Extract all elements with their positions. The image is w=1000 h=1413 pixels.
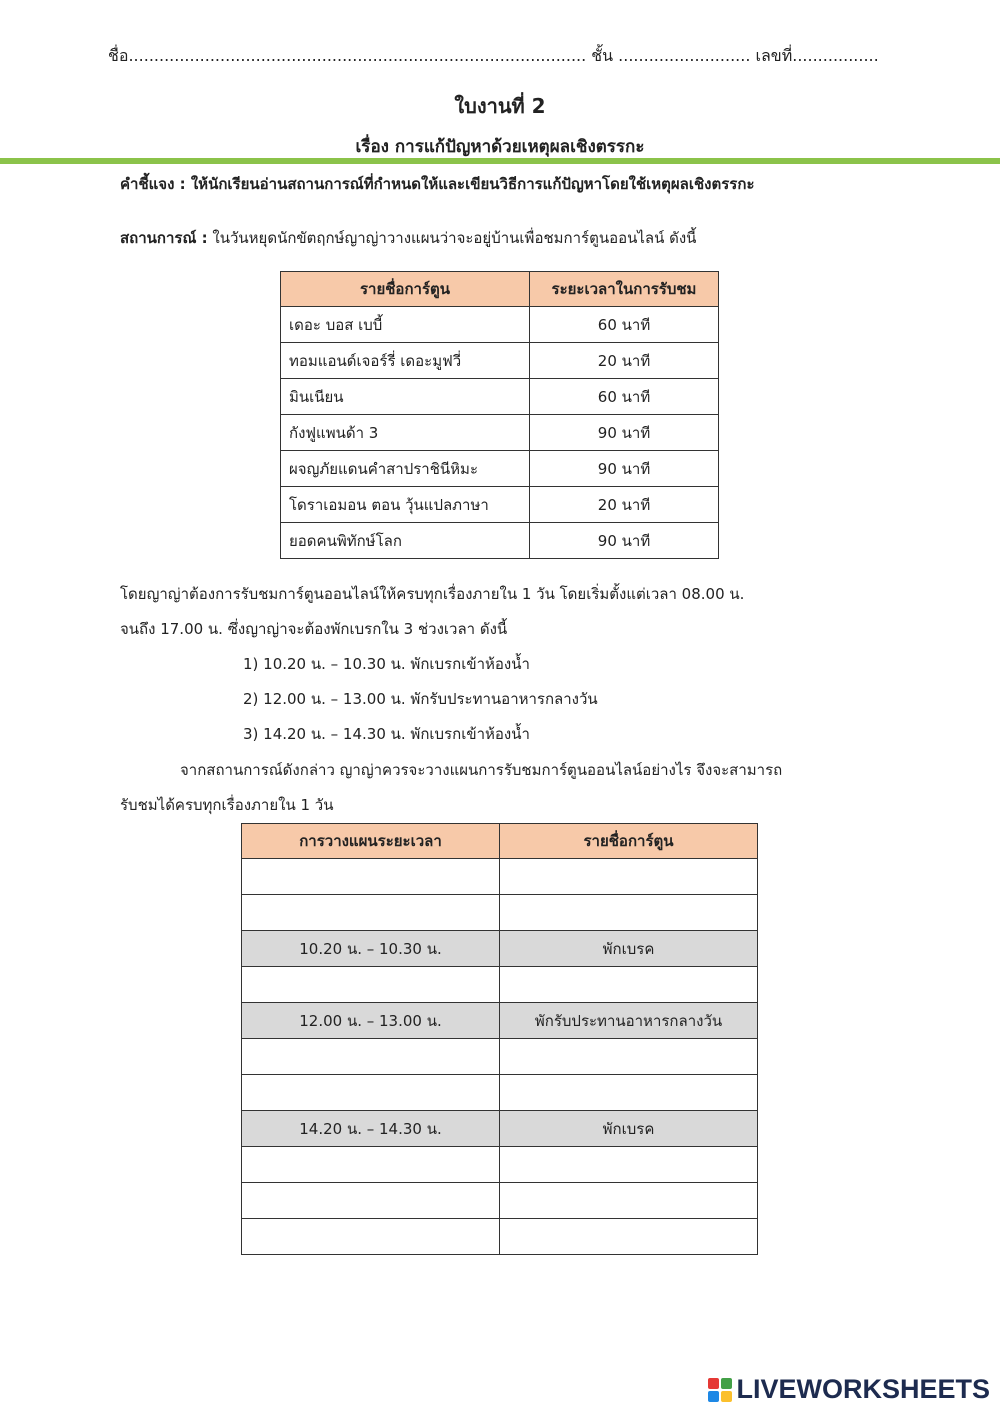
cartoon-input-cell[interactable]	[500, 1039, 758, 1075]
question-line-2: รับชมได้ครบทุกเรื่องภายใน 1 วัน	[120, 796, 334, 814]
logo-square-1	[708, 1378, 719, 1389]
paragraph-2: จนถึง 17.00 น. ซึ่งญาญ่าจะต้องพักเบรกใน 3 ช่วงเวลา ดังนี้	[120, 620, 508, 638]
divider-bar	[0, 158, 1000, 164]
duration-cell: 20 นาที	[530, 487, 719, 523]
cartoon-name-cell: ทอมแอนด์เจอร์รี่ เดอะมูฟวี่	[281, 343, 530, 379]
instruction-text: คำชี้แจง : ให้นักเรียนอ่านสถานการณ์ที่กำหนดให้และเขียนวิธีการแก้ปัญหาโดยใช้เหตุผลเชิงตรรกะ	[120, 175, 755, 193]
header-time-plan: การวางแผนระยะเวลา	[242, 824, 500, 859]
logo-square-4	[721, 1391, 732, 1402]
cartoon-name-cell: ผจญภัยแดนคำสาปราชินีหิมะ	[281, 451, 530, 487]
table-header-row	[281, 272, 719, 307]
table-row	[242, 1003, 758, 1039]
plan-table	[241, 823, 758, 1255]
logo-square-2	[721, 1378, 732, 1389]
situation-label: สถานการณ์ :	[120, 229, 208, 247]
time-input-cell[interactable]	[242, 1039, 500, 1075]
cartoon-name-cell: กังฟูแพนด้า 3	[281, 415, 530, 451]
cartoon-input-cell[interactable]	[500, 1075, 758, 1111]
student-info-line: ชื่อ.......................................................................................... ชั้น .......................... เลขที่.................	[108, 46, 879, 65]
header-cartoon-name: รายชื่อการ์ตูน	[281, 272, 530, 307]
cartoon-table-body	[281, 307, 719, 559]
duration-cell: 60 นาที	[530, 379, 719, 415]
table-row	[242, 1111, 758, 1147]
paragraph-1: โดยญาญ่าต้องการรับชมการ์ตูนออนไลน์ให้ครบทุกเรื่องภายใน 1 วัน โดยเริ่มตั้งแต่เวลา 08.00 น.	[120, 585, 745, 603]
time-input-cell[interactable]	[242, 1075, 500, 1111]
logo-square-3	[708, 1391, 719, 1402]
plan-table-body	[242, 859, 758, 1255]
situation-body: ในวันหยุดนักขัตฤกษ์ญาญ่าวางแผนว่าจะอยู่บ้านเพื่อชมการ์ตูนออนไลน์ ดังนี้	[207, 229, 697, 247]
time-cell: 12.00 น. – 13.00 น.	[242, 1003, 500, 1039]
duration-cell: 90 นาที	[530, 523, 719, 559]
logo-text: LIVEWORKSHEETS	[736, 1374, 990, 1404]
time-input-cell[interactable]	[242, 1183, 500, 1219]
worksheet-subtitle: เรื่อง การแก้ปัญหาด้วยเหตุผลเชิงตรรกะ	[355, 137, 645, 157]
header-duration: ระยะเวลาในการรับชม	[530, 272, 719, 307]
break-item-2: 2) 12.00 น. – 13.00 น. พักรับประทานอาหารกลางวัน	[243, 690, 598, 708]
cartoon-input-cell[interactable]	[500, 967, 758, 1003]
table-row	[281, 487, 719, 523]
time-input-cell[interactable]	[242, 895, 500, 931]
break-item-3: 3) 14.20 น. – 14.30 น. พักเบรกเข้าห้องน้ำ	[243, 725, 530, 743]
duration-cell: 90 นาที	[530, 415, 719, 451]
cartoon-name-cell: โดราเอมอน ตอน วุ้นแปลภาษา	[281, 487, 530, 523]
table-row	[242, 967, 758, 1003]
worksheet-title: ใบงานที่ 2	[454, 94, 546, 118]
table-row	[281, 415, 719, 451]
table-row	[242, 1039, 758, 1075]
table-row	[242, 1075, 758, 1111]
table-row	[281, 343, 719, 379]
question-line-1: จากสถานการณ์ดังกล่าว ญาญ่าควรจะวางแผนการรับชมการ์ตูนออนไลน์อย่างไร จึงจะสามารถ	[180, 761, 783, 779]
duration-cell: 60 นาที	[530, 307, 719, 343]
liveworksheets-logo-icon	[708, 1378, 732, 1402]
activity-cell: พักเบรค	[500, 931, 758, 967]
cartoon-input-cell[interactable]	[500, 1147, 758, 1183]
cartoon-input-cell[interactable]	[500, 1183, 758, 1219]
table-row	[242, 1183, 758, 1219]
table-row	[242, 1147, 758, 1183]
time-input-cell[interactable]	[242, 1147, 500, 1183]
table-row	[281, 451, 719, 487]
cartoon-name-cell: มินเนียน	[281, 379, 530, 415]
break-item-1: 1) 10.20 น. – 10.30 น. พักเบรกเข้าห้องน้ำ	[243, 655, 530, 673]
cartoon-input-cell[interactable]	[500, 859, 758, 895]
cartoon-input-cell[interactable]	[500, 1219, 758, 1255]
time-cell: 14.20 น. – 14.30 น.	[242, 1111, 500, 1147]
activity-cell: พักรับประทานอาหารกลางวัน	[500, 1003, 758, 1039]
cartoon-name-cell: ยอดคนพิทักษ์โลก	[281, 523, 530, 559]
time-input-cell[interactable]	[242, 967, 500, 1003]
situation-text	[120, 226, 696, 250]
header-cartoon-name: รายชื่อการ์ตูน	[500, 824, 758, 859]
duration-cell: 20 นาที	[530, 343, 719, 379]
table-row	[281, 523, 719, 559]
cartoon-table	[280, 271, 719, 559]
table-row	[242, 859, 758, 895]
time-input-cell[interactable]	[242, 859, 500, 895]
table-row	[242, 1219, 758, 1255]
table-row	[242, 895, 758, 931]
duration-cell: 90 นาที	[530, 451, 719, 487]
cartoon-name-cell: เดอะ บอส เบบี้	[281, 307, 530, 343]
time-cell: 10.20 น. – 10.30 น.	[242, 931, 500, 967]
cartoon-input-cell[interactable]	[500, 895, 758, 931]
time-input-cell[interactable]	[242, 1219, 500, 1255]
table-row	[242, 931, 758, 967]
activity-cell: พักเบรค	[500, 1111, 758, 1147]
table-row	[281, 307, 719, 343]
table-row	[281, 379, 719, 415]
liveworksheets-logo[interactable]	[708, 1374, 990, 1405]
table-header-row	[242, 824, 758, 859]
